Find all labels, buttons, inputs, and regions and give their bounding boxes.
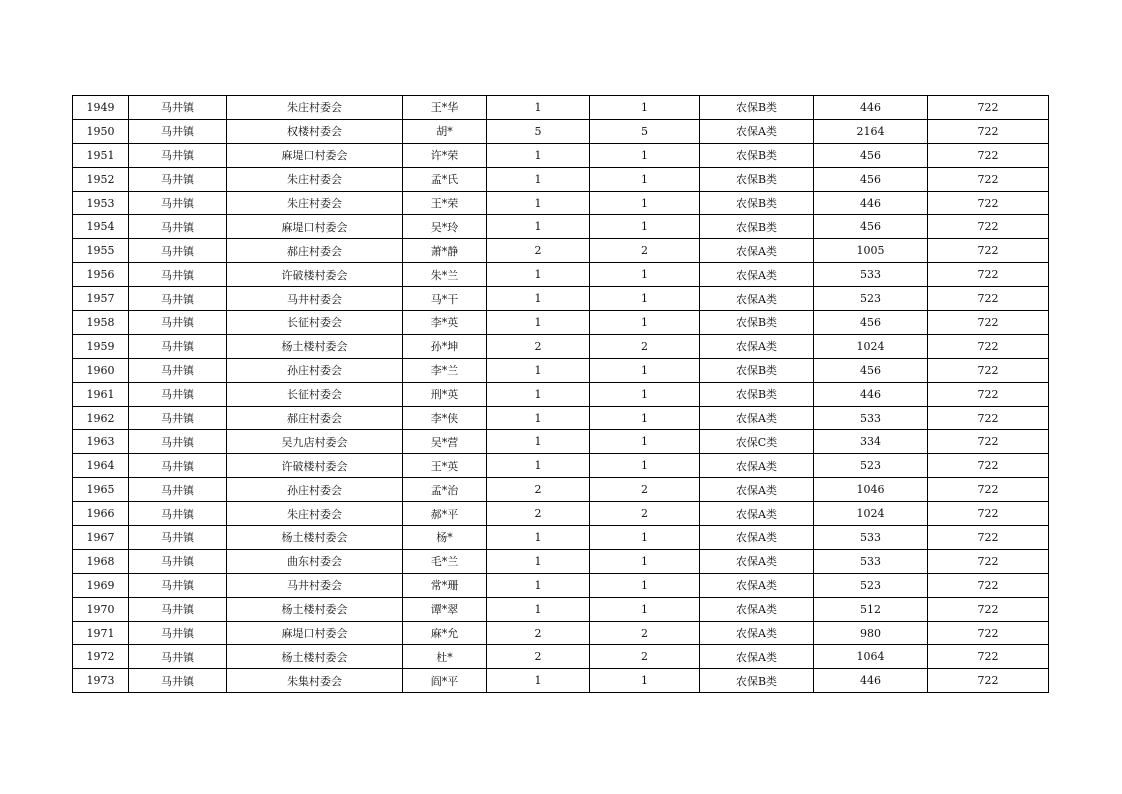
standard-cell: 722 <box>928 191 1049 215</box>
village-committee-cell: 麻堤口村委会 <box>227 621 403 645</box>
person-count-cell: 1 <box>590 287 700 311</box>
town-cell: 马井镇 <box>129 119 227 143</box>
person-count-cell: 1 <box>590 311 700 335</box>
amount-cell: 523 <box>814 573 928 597</box>
row-number-cell: 1952 <box>73 167 129 191</box>
table-row <box>73 526 1049 550</box>
town-cell: 马井镇 <box>129 406 227 430</box>
person-count-cell: 2 <box>590 621 700 645</box>
village-committee-cell: 郝庄村委会 <box>227 406 403 430</box>
person-count-cell: 1 <box>590 358 700 382</box>
category-cell: 农保A类 <box>700 478 814 502</box>
household-count-cell: 1 <box>487 311 590 335</box>
person-count-cell: 1 <box>590 597 700 621</box>
table-row <box>73 96 1049 120</box>
name-cell: 王*华 <box>403 96 487 120</box>
table-row <box>73 573 1049 597</box>
row-number-cell: 1956 <box>73 263 129 287</box>
table-row <box>73 334 1049 358</box>
town-cell: 马井镇 <box>129 287 227 311</box>
standard-cell: 722 <box>928 311 1049 335</box>
person-count-cell: 5 <box>590 119 700 143</box>
amount-cell: 456 <box>814 358 928 382</box>
town-cell: 马井镇 <box>129 191 227 215</box>
table-row <box>73 287 1049 311</box>
person-count-cell: 1 <box>590 573 700 597</box>
household-count-cell: 1 <box>487 215 590 239</box>
category-cell: 农保A类 <box>700 621 814 645</box>
table-row <box>73 191 1049 215</box>
category-cell: 农保A类 <box>700 526 814 550</box>
village-committee-cell: 曲东村委会 <box>227 549 403 573</box>
village-committee-cell: 朱庄村委会 <box>227 191 403 215</box>
amount-cell: 2164 <box>814 119 928 143</box>
village-committee-cell: 杨土楼村委会 <box>227 597 403 621</box>
household-count-cell: 2 <box>487 621 590 645</box>
amount-cell: 456 <box>814 167 928 191</box>
name-cell: 许*荣 <box>403 143 487 167</box>
town-cell: 马井镇 <box>129 526 227 550</box>
person-count-cell: 2 <box>590 478 700 502</box>
village-committee-cell: 马井村委会 <box>227 287 403 311</box>
name-cell: 萧*静 <box>403 239 487 263</box>
table-row <box>73 382 1049 406</box>
standard-cell: 722 <box>928 287 1049 311</box>
amount-cell: 334 <box>814 430 928 454</box>
category-cell: 农保A类 <box>700 597 814 621</box>
category-cell: 农保A类 <box>700 645 814 669</box>
household-count-cell: 2 <box>487 645 590 669</box>
household-count-cell: 1 <box>487 263 590 287</box>
row-number-cell: 1967 <box>73 526 129 550</box>
standard-cell: 722 <box>928 478 1049 502</box>
name-cell: 常*珊 <box>403 573 487 597</box>
table-row <box>73 549 1049 573</box>
household-count-cell: 2 <box>487 334 590 358</box>
table-row <box>73 358 1049 382</box>
standard-cell: 722 <box>928 597 1049 621</box>
name-cell: 孟*氏 <box>403 167 487 191</box>
standard-cell: 722 <box>928 239 1049 263</box>
village-committee-cell: 朱庄村委会 <box>227 167 403 191</box>
household-count-cell: 1 <box>487 669 590 693</box>
town-cell: 马井镇 <box>129 143 227 167</box>
town-cell: 马井镇 <box>129 645 227 669</box>
amount-cell: 1005 <box>814 239 928 263</box>
name-cell: 孟*治 <box>403 478 487 502</box>
village-committee-cell: 孙庄村委会 <box>227 478 403 502</box>
person-count-cell: 2 <box>590 502 700 526</box>
amount-cell: 446 <box>814 191 928 215</box>
table-row <box>73 406 1049 430</box>
household-count-cell: 1 <box>487 382 590 406</box>
standard-cell: 722 <box>928 621 1049 645</box>
person-count-cell: 2 <box>590 239 700 263</box>
amount-cell: 1024 <box>814 502 928 526</box>
person-count-cell: 1 <box>590 430 700 454</box>
village-committee-cell: 朱庄村委会 <box>227 502 403 526</box>
name-cell: 李*兰 <box>403 358 487 382</box>
name-cell: 郝*平 <box>403 502 487 526</box>
village-committee-cell: 长征村委会 <box>227 382 403 406</box>
town-cell: 马井镇 <box>129 573 227 597</box>
category-cell: 农保A类 <box>700 502 814 526</box>
village-committee-cell: 吴九店村委会 <box>227 430 403 454</box>
standard-cell: 722 <box>928 143 1049 167</box>
town-cell: 马井镇 <box>129 96 227 120</box>
person-count-cell: 1 <box>590 167 700 191</box>
category-cell: 农保B类 <box>700 191 814 215</box>
name-cell: 孙*坤 <box>403 334 487 358</box>
table-row <box>73 143 1049 167</box>
town-cell: 马井镇 <box>129 549 227 573</box>
data-sheet <box>72 95 1049 693</box>
row-number-cell: 1966 <box>73 502 129 526</box>
household-count-cell: 2 <box>487 478 590 502</box>
table-row <box>73 597 1049 621</box>
town-cell: 马井镇 <box>129 430 227 454</box>
table-row <box>73 311 1049 335</box>
row-number-cell: 1951 <box>73 143 129 167</box>
category-cell: 农保B类 <box>700 96 814 120</box>
table-row <box>73 478 1049 502</box>
name-cell: 李*英 <box>403 311 487 335</box>
village-committee-cell: 朱庄村委会 <box>227 96 403 120</box>
name-cell: 王*荣 <box>403 191 487 215</box>
household-count-cell: 1 <box>487 143 590 167</box>
row-number-cell: 1958 <box>73 311 129 335</box>
row-number-cell: 1957 <box>73 287 129 311</box>
category-cell: 农保B类 <box>700 311 814 335</box>
table-body <box>73 96 1049 693</box>
household-count-cell: 1 <box>487 526 590 550</box>
person-count-cell: 1 <box>590 215 700 239</box>
category-cell: 农保A类 <box>700 119 814 143</box>
person-count-cell: 2 <box>590 645 700 669</box>
row-number-cell: 1960 <box>73 358 129 382</box>
person-count-cell: 1 <box>590 382 700 406</box>
table-row <box>73 430 1049 454</box>
row-number-cell: 1964 <box>73 454 129 478</box>
standard-cell: 722 <box>928 334 1049 358</box>
town-cell: 马井镇 <box>129 478 227 502</box>
table-row <box>73 167 1049 191</box>
amount-cell: 456 <box>814 215 928 239</box>
standard-cell: 722 <box>928 669 1049 693</box>
household-count-cell: 5 <box>487 119 590 143</box>
town-cell: 马井镇 <box>129 263 227 287</box>
row-number-cell: 1961 <box>73 382 129 406</box>
name-cell: 吴*营 <box>403 430 487 454</box>
amount-cell: 980 <box>814 621 928 645</box>
household-count-cell: 1 <box>487 358 590 382</box>
row-number-cell: 1973 <box>73 669 129 693</box>
row-number-cell: 1950 <box>73 119 129 143</box>
name-cell: 杨* <box>403 526 487 550</box>
amount-cell: 1064 <box>814 645 928 669</box>
row-number-cell: 1971 <box>73 621 129 645</box>
row-number-cell: 1949 <box>73 96 129 120</box>
household-count-cell: 1 <box>487 430 590 454</box>
table-row <box>73 119 1049 143</box>
town-cell: 马井镇 <box>129 215 227 239</box>
town-cell: 马井镇 <box>129 621 227 645</box>
table-row <box>73 669 1049 693</box>
name-cell: 刑*英 <box>403 382 487 406</box>
amount-cell: 533 <box>814 526 928 550</box>
village-committee-cell: 许破楼村委会 <box>227 454 403 478</box>
name-cell: 王*英 <box>403 454 487 478</box>
name-cell: 毛*兰 <box>403 549 487 573</box>
standard-cell: 722 <box>928 96 1049 120</box>
amount-cell: 456 <box>814 311 928 335</box>
household-count-cell: 1 <box>487 96 590 120</box>
row-number-cell: 1965 <box>73 478 129 502</box>
name-cell: 朱*兰 <box>403 263 487 287</box>
amount-cell: 523 <box>814 454 928 478</box>
town-cell: 马井镇 <box>129 239 227 263</box>
village-committee-cell: 马井村委会 <box>227 573 403 597</box>
table-row <box>73 215 1049 239</box>
person-count-cell: 1 <box>590 549 700 573</box>
person-count-cell: 1 <box>590 526 700 550</box>
village-committee-cell: 长征村委会 <box>227 311 403 335</box>
household-count-cell: 1 <box>487 287 590 311</box>
village-committee-cell: 麻堤口村委会 <box>227 143 403 167</box>
standard-cell: 722 <box>928 573 1049 597</box>
town-cell: 马井镇 <box>129 167 227 191</box>
amount-cell: 1024 <box>814 334 928 358</box>
name-cell: 杜* <box>403 645 487 669</box>
name-cell: 胡* <box>403 119 487 143</box>
amount-cell: 446 <box>814 96 928 120</box>
standard-cell: 722 <box>928 215 1049 239</box>
row-number-cell: 1970 <box>73 597 129 621</box>
amount-cell: 1046 <box>814 478 928 502</box>
household-count-cell: 1 <box>487 406 590 430</box>
standard-cell: 722 <box>928 358 1049 382</box>
category-cell: 农保B类 <box>700 358 814 382</box>
category-cell: 农保B类 <box>700 167 814 191</box>
village-committee-cell: 郝庄村委会 <box>227 239 403 263</box>
town-cell: 马井镇 <box>129 669 227 693</box>
standard-cell: 722 <box>928 549 1049 573</box>
category-cell: 农保B类 <box>700 669 814 693</box>
village-committee-cell: 许破楼村委会 <box>227 263 403 287</box>
town-cell: 马井镇 <box>129 358 227 382</box>
category-cell: 农保C类 <box>700 430 814 454</box>
name-cell: 李*侠 <box>403 406 487 430</box>
row-number-cell: 1955 <box>73 239 129 263</box>
household-count-cell: 2 <box>487 502 590 526</box>
standard-cell: 722 <box>928 430 1049 454</box>
person-count-cell: 1 <box>590 406 700 430</box>
category-cell: 农保B类 <box>700 143 814 167</box>
name-cell: 麻*允 <box>403 621 487 645</box>
village-committee-cell: 朱集村委会 <box>227 669 403 693</box>
standard-cell: 722 <box>928 406 1049 430</box>
category-cell: 农保A类 <box>700 573 814 597</box>
village-committee-cell: 杨土楼村委会 <box>227 334 403 358</box>
category-cell: 农保B类 <box>700 382 814 406</box>
standard-cell: 722 <box>928 263 1049 287</box>
standard-cell: 722 <box>928 526 1049 550</box>
amount-cell: 533 <box>814 263 928 287</box>
amount-cell: 533 <box>814 406 928 430</box>
town-cell: 马井镇 <box>129 311 227 335</box>
category-cell: 农保A类 <box>700 454 814 478</box>
person-count-cell: 1 <box>590 191 700 215</box>
category-cell: 农保B类 <box>700 215 814 239</box>
household-count-cell: 1 <box>487 454 590 478</box>
village-committee-cell: 麻堤口村委会 <box>227 215 403 239</box>
village-committee-cell: 孙庄村委会 <box>227 358 403 382</box>
person-count-cell: 1 <box>590 143 700 167</box>
row-number-cell: 1962 <box>73 406 129 430</box>
person-count-cell: 1 <box>590 669 700 693</box>
row-number-cell: 1972 <box>73 645 129 669</box>
household-count-cell: 2 <box>487 239 590 263</box>
row-number-cell: 1959 <box>73 334 129 358</box>
amount-cell: 533 <box>814 549 928 573</box>
amount-cell: 512 <box>814 597 928 621</box>
household-count-cell: 1 <box>487 597 590 621</box>
amount-cell: 523 <box>814 287 928 311</box>
row-number-cell: 1963 <box>73 430 129 454</box>
household-count-cell: 1 <box>487 167 590 191</box>
standard-cell: 722 <box>928 454 1049 478</box>
name-cell: 阎*平 <box>403 669 487 693</box>
household-count-cell: 1 <box>487 549 590 573</box>
village-committee-cell: 杨土楼村委会 <box>227 526 403 550</box>
name-cell: 谭*翠 <box>403 597 487 621</box>
person-count-cell: 1 <box>590 96 700 120</box>
person-count-cell: 1 <box>590 454 700 478</box>
town-cell: 马井镇 <box>129 597 227 621</box>
standard-cell: 722 <box>928 382 1049 406</box>
household-count-cell: 1 <box>487 191 590 215</box>
town-cell: 马井镇 <box>129 454 227 478</box>
standard-cell: 722 <box>928 167 1049 191</box>
table-row <box>73 263 1049 287</box>
name-cell: 马*干 <box>403 287 487 311</box>
town-cell: 马井镇 <box>129 502 227 526</box>
table-row <box>73 502 1049 526</box>
village-committee-cell: 权楼村委会 <box>227 119 403 143</box>
table-row <box>73 454 1049 478</box>
table-row <box>73 645 1049 669</box>
category-cell: 农保A类 <box>700 406 814 430</box>
records-table <box>72 95 1049 693</box>
category-cell: 农保A类 <box>700 239 814 263</box>
village-committee-cell: 杨土楼村委会 <box>227 645 403 669</box>
table-row <box>73 239 1049 263</box>
category-cell: 农保A类 <box>700 263 814 287</box>
amount-cell: 456 <box>814 143 928 167</box>
name-cell: 吴*玲 <box>403 215 487 239</box>
person-count-cell: 2 <box>590 334 700 358</box>
town-cell: 马井镇 <box>129 334 227 358</box>
person-count-cell: 1 <box>590 263 700 287</box>
standard-cell: 722 <box>928 645 1049 669</box>
household-count-cell: 1 <box>487 573 590 597</box>
table-row <box>73 621 1049 645</box>
amount-cell: 446 <box>814 669 928 693</box>
row-number-cell: 1953 <box>73 191 129 215</box>
category-cell: 农保A类 <box>700 334 814 358</box>
row-number-cell: 1954 <box>73 215 129 239</box>
category-cell: 农保A类 <box>700 549 814 573</box>
standard-cell: 722 <box>928 502 1049 526</box>
category-cell: 农保A类 <box>700 287 814 311</box>
standard-cell: 722 <box>928 119 1049 143</box>
row-number-cell: 1969 <box>73 573 129 597</box>
amount-cell: 446 <box>814 382 928 406</box>
row-number-cell: 1968 <box>73 549 129 573</box>
town-cell: 马井镇 <box>129 382 227 406</box>
